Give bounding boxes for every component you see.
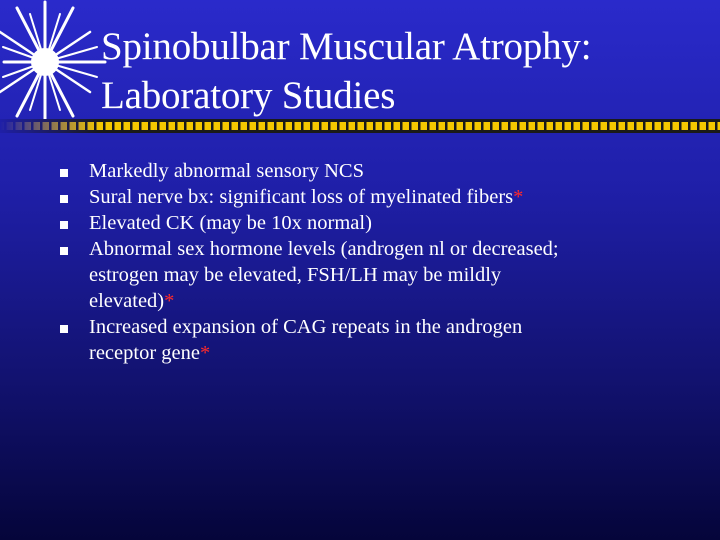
title-line: Laboratory Studies (101, 74, 396, 117)
bullet-list (60, 158, 710, 366)
bullet-text: Sural nerve bx: significant loss of myelinated fibers (89, 186, 514, 208)
list-item (60, 236, 710, 314)
asterisk-marker: * (513, 186, 524, 208)
list-item (60, 184, 710, 210)
title-underline (0, 119, 720, 133)
square-bullet-icon (60, 169, 68, 177)
bullet-text: Markedly abnormal sensory NCS (89, 160, 364, 182)
title-line: Spinobulbar Muscular Atrophy: (101, 25, 592, 68)
star-burst-icon (0, 0, 110, 125)
asterisk-marker: * (199, 342, 211, 364)
bullet-text: Abnormal sex hormone levels (androgen nl or decreased; (89, 238, 559, 260)
page-title (101, 22, 591, 120)
square-bullet-icon (60, 195, 68, 203)
bullet-text: Elevated CK (may be 10x normal) (89, 212, 372, 234)
list-item (60, 314, 710, 366)
bullet-text: elevated) (89, 290, 165, 312)
list-item (60, 210, 710, 236)
bullet-text: receptor gene (89, 342, 200, 364)
list-item (60, 158, 710, 184)
bullet-text: Increased expansion of CAG repeats in the androgen (89, 316, 523, 338)
square-bullet-icon (60, 221, 68, 229)
bullet-text: estrogen may be elevated, FSH/LH may be mildly (89, 264, 502, 286)
square-bullet-icon (60, 325, 68, 333)
asterisk-marker: * (164, 290, 175, 312)
square-bullet-icon (60, 247, 68, 255)
